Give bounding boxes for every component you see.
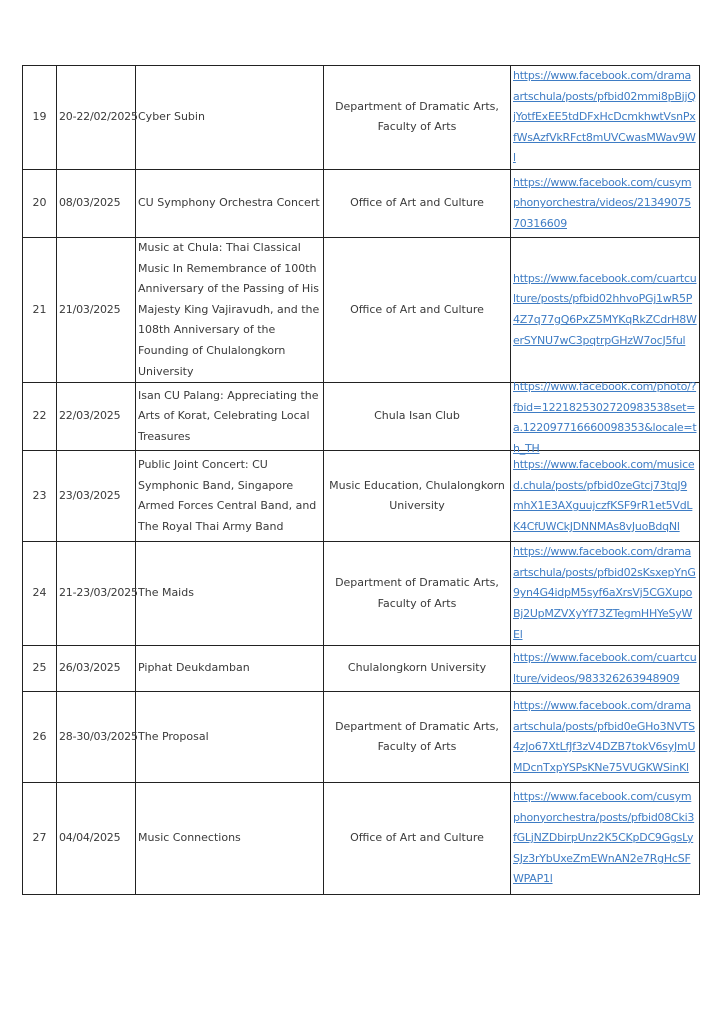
row-number: 19 <box>23 66 57 170</box>
table-row <box>23 783 700 895</box>
event-organizer: Department of Dramatic Arts, Faculty of Arts <box>324 692 511 783</box>
event-title: Public Joint Concert: CU Symphonic Band, Singapore Armed Forces Central Band, and The Royal Thai Army Band <box>136 451 324 542</box>
row-number: 23 <box>23 451 57 542</box>
table-row <box>23 169 700 237</box>
table-row <box>23 451 700 542</box>
row-number: 20 <box>23 169 57 237</box>
event-link[interactable]: https://www.facebook.com/dramaartschula/posts/pfbid02sKsxepYnG9yn4G4idpM5syf6aXrsVj5CGXupoBj2UpMZVXyYf73ZTegmHHYeSyWEl <box>513 545 696 641</box>
event-date: 21/03/2025 <box>57 237 136 382</box>
event-link-cell <box>511 646 700 692</box>
event-date: 23/03/2025 <box>57 451 136 542</box>
table-row <box>23 383 700 451</box>
event-link[interactable]: https://www.facebook.com/cusymphonyorchestra/posts/pfbid08Cki3fGLjNZDbirpUnz2K5CKpDC9GgsLySJz3rYbUxeZmEWnAN2e7RgHcSFWPAP1l <box>513 790 695 886</box>
event-organizer: Department of Dramatic Arts, Faculty of Arts <box>324 66 511 170</box>
table-row <box>23 646 700 692</box>
table-row <box>23 692 700 783</box>
table-row <box>23 237 700 382</box>
event-title: Piphat Deukdamban <box>136 646 324 692</box>
event-title: Music at Chula: Thai Classical Music In Remembrance of 100th Anniversary of the Passing of His Majesty King Vajiravudh, and the 108th Anniversary of the Founding of Chulalongkorn University <box>136 237 324 382</box>
event-organizer: Chula Isan Club <box>324 383 511 451</box>
event-organizer: Chulalongkorn University <box>324 646 511 692</box>
event-link[interactable]: https://www.facebook.com/cuartculture/posts/pfbid02hhvoPGj1wR5P4Z7q77gQ6PxZ5MYKqRkZCdrH8WerSYNU7wC3pqtrpGHzW7ocJ5ful <box>513 271 697 347</box>
event-link-cell <box>511 169 700 237</box>
event-organizer: Department of Dramatic Arts, Faculty of Arts <box>324 542 511 646</box>
event-title: CU Symphony Orchestra Concert <box>136 169 324 237</box>
event-date: 26/03/2025 <box>57 646 136 692</box>
event-link-cell <box>511 542 700 646</box>
event-link[interactable]: https://www.facebook.com/cuartculture/videos/983326263948909 <box>513 651 697 685</box>
event-link-cell <box>511 66 700 170</box>
event-link-cell <box>511 451 700 542</box>
events-table <box>22 65 700 895</box>
event-date: 08/03/2025 <box>57 169 136 237</box>
row-number: 26 <box>23 692 57 783</box>
row-number: 27 <box>23 783 57 895</box>
event-link[interactable]: https://www.facebook.com/musiced.chula/posts/pfbid0zeGtcj73tqJ9mhX1E3AXguujczfKSF9rR1et5VdLK4CfUWCkJDNNMAs8vJuoBdqNl <box>513 457 695 533</box>
event-link-cell <box>511 783 700 895</box>
event-link-cell <box>511 692 700 783</box>
event-title: The Maids <box>136 542 324 646</box>
event-title: Isan CU Palang: Appreciating the Arts of Korat, Celebrating Local Treasures <box>136 383 324 451</box>
event-link-cell <box>511 237 700 382</box>
row-number: 24 <box>23 542 57 646</box>
event-date: 22/03/2025 <box>57 383 136 451</box>
event-title: The Proposal <box>136 692 324 783</box>
row-number: 21 <box>23 237 57 382</box>
event-link[interactable]: https://www.facebook.com/cusymphonyorchestra/videos/2134907570316609 <box>513 175 692 230</box>
event-date: 21-23/03/2025 <box>57 542 136 646</box>
event-date: 04/04/2025 <box>57 783 136 895</box>
event-organizer: Office of Art and Culture <box>324 169 511 237</box>
event-link[interactable]: https://www.facebook.com/dramaartschula/posts/pfbid02mmi8pBjjQjYotfExEE5tdDFxHcDcmkhwtVsnPxfWsAzfVkRFct8mUVCwasMWav9Wl <box>513 69 696 165</box>
event-date: 28-30/03/2025 <box>57 692 136 783</box>
row-number: 22 <box>23 383 57 451</box>
table-row <box>23 66 700 170</box>
event-organizer: Office of Art and Culture <box>324 237 511 382</box>
event-date: 20-22/02/2025 <box>57 66 136 170</box>
event-organizer: Music Education, Chulalongkorn University <box>324 451 511 542</box>
event-link[interactable]: https://www.facebook.com/dramaartschula/posts/pfbid0eGHo3NVTS4zJo67XtLfJf3zV4DZB7tokV6syJmUMDcnTxpYSPsKNe75VUGKWSinKl <box>513 698 696 774</box>
event-organizer: Office of Art and Culture <box>324 783 511 895</box>
event-link-cell <box>511 380 700 455</box>
table-row <box>23 542 700 646</box>
event-title: Cyber Subin <box>136 66 324 170</box>
event-link[interactable]: https://www.facebook.com/photo/?fbid=1221825302720983538set=a.122097716660098353&locale=th_TH <box>513 380 697 455</box>
event-title: Music Connections <box>136 783 324 895</box>
row-number: 25 <box>23 646 57 692</box>
